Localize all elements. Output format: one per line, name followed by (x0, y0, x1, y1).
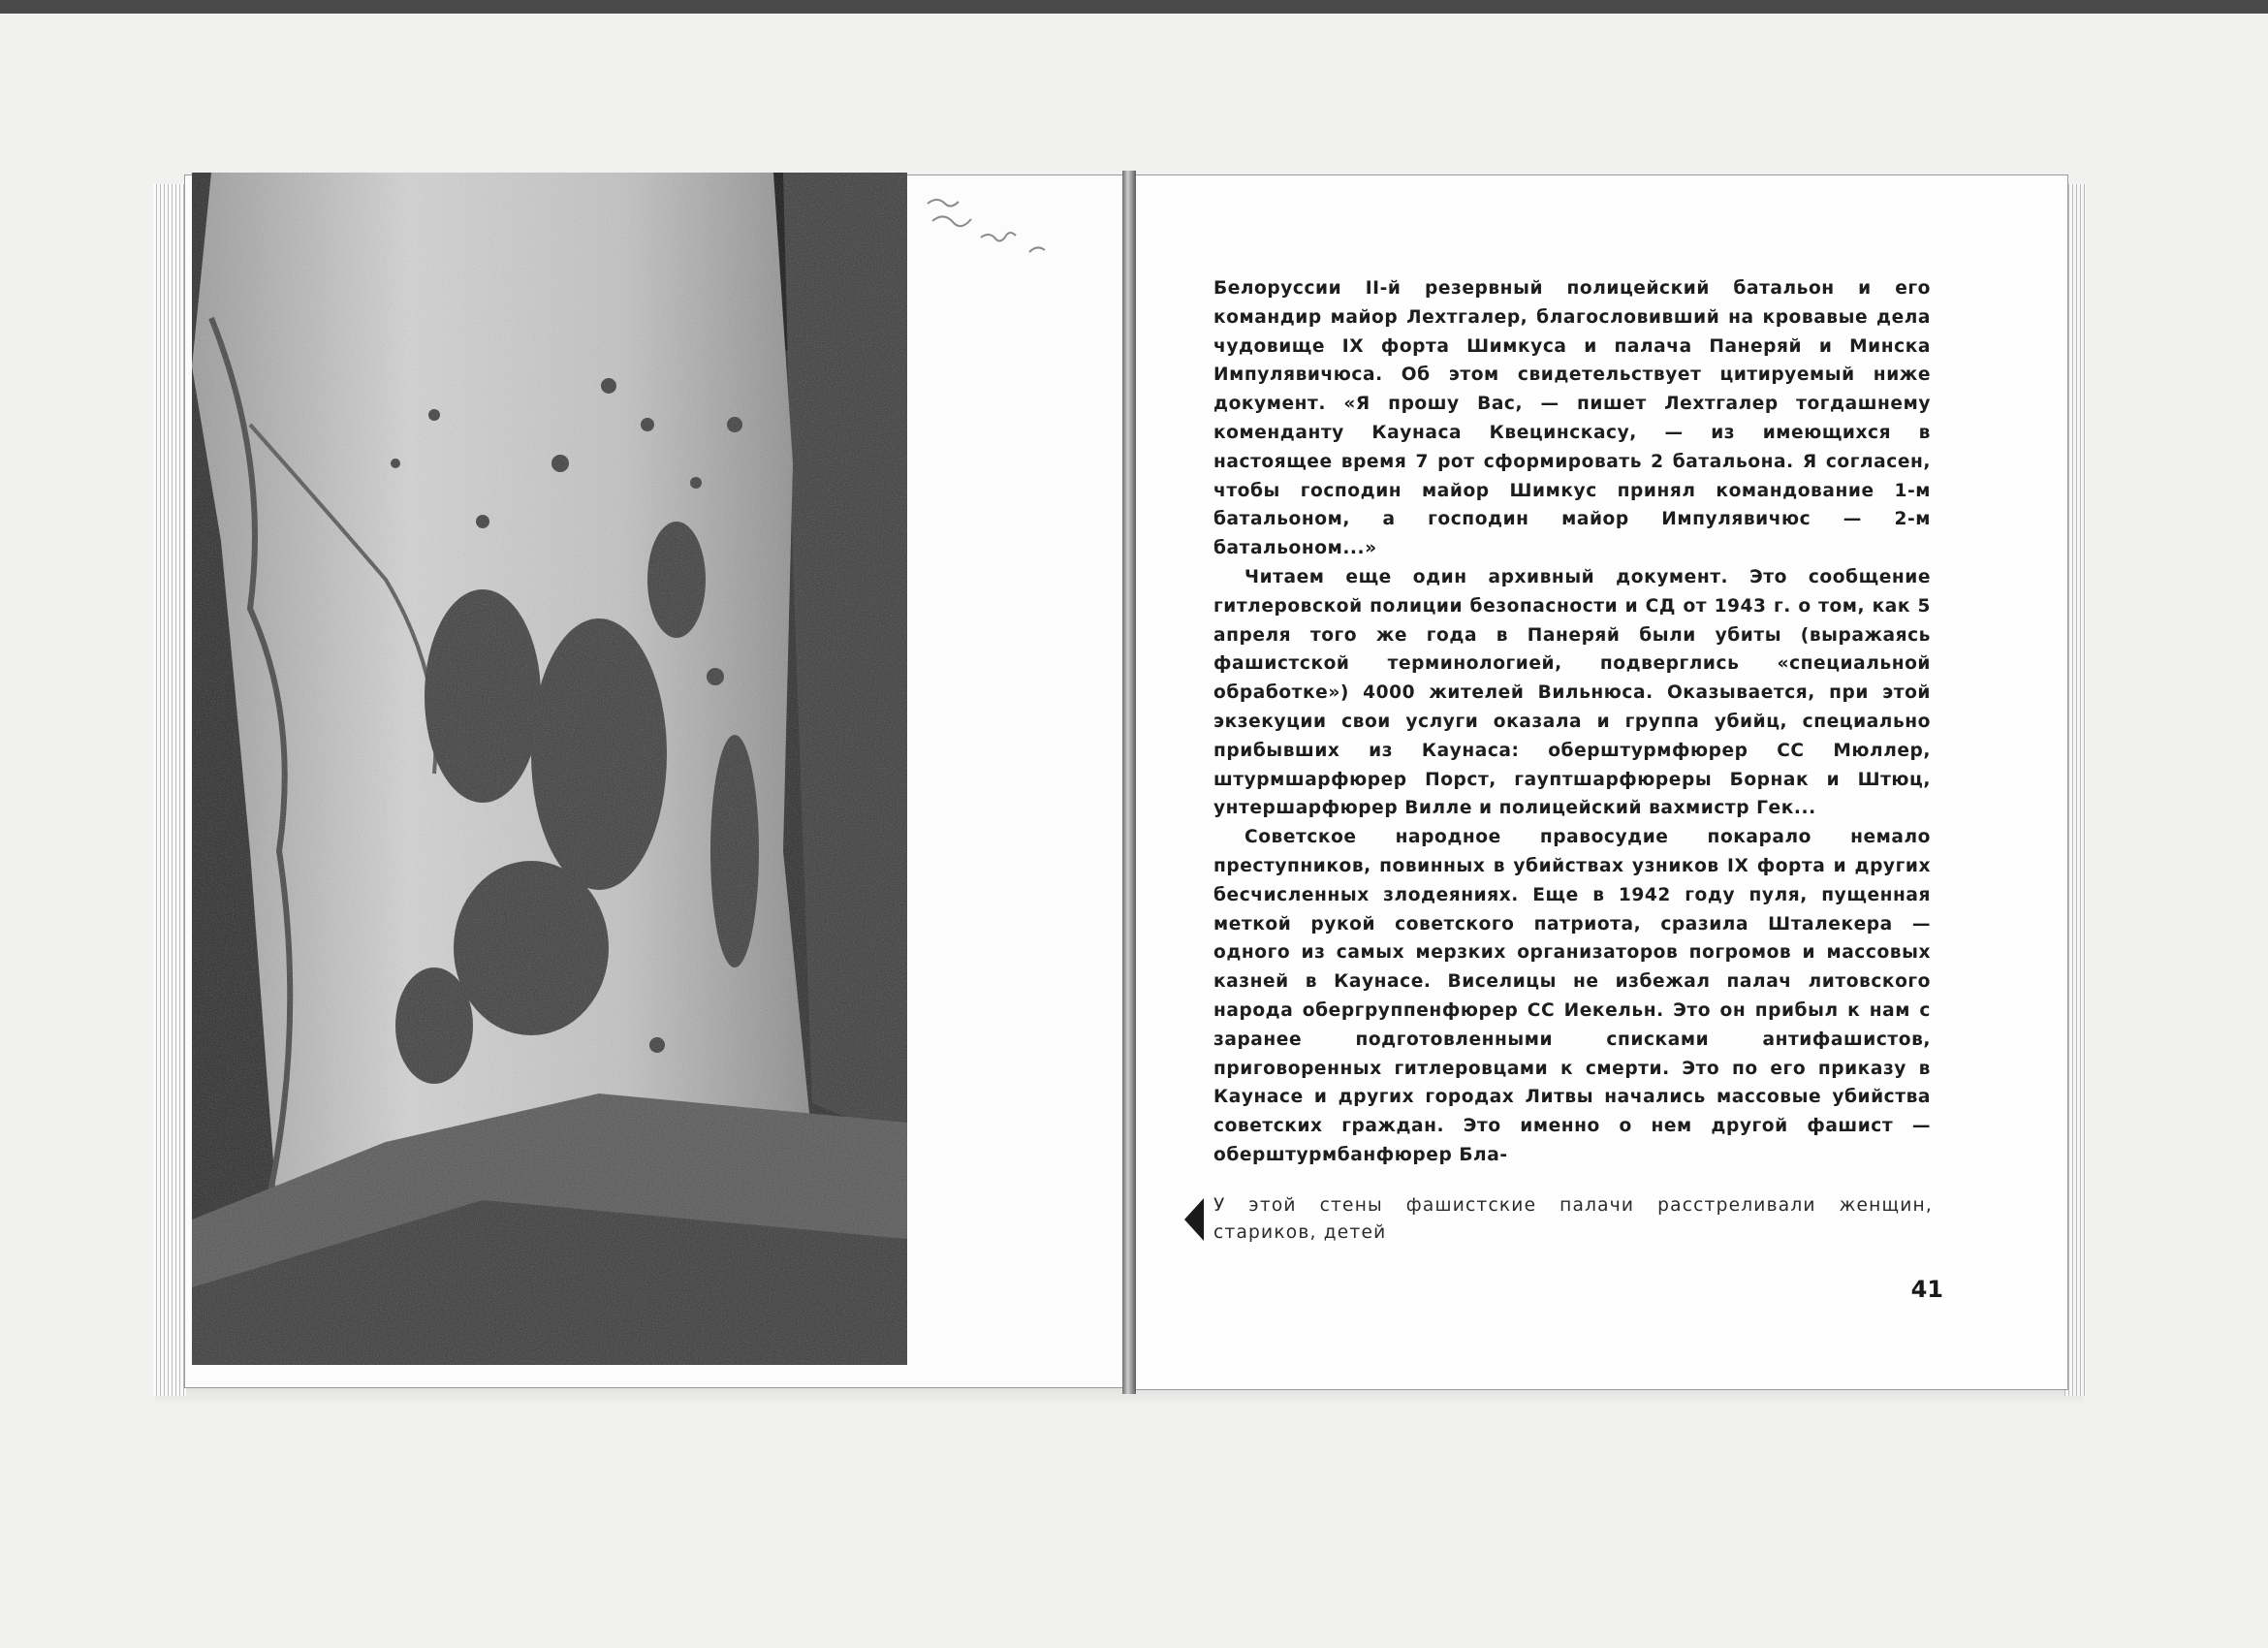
scanner-edge (0, 0, 2268, 14)
photo-caption: У этой стены фашистские палачи расстреливали женщин, стариков, детей (1213, 1195, 1933, 1243)
paragraph-1: Белоруссии II-й резервный полицейский батальон и его командир майор Лехтгалер, благословивший на кровавые дела чудовище IX форта Шимкуса и палача Панеряй и Минска Импулявичюса. Об этом свидетельствует цитируемый ниже документ. «Я прошу Вас, — пишет Лехтгалер тогдашнему коменданту Каунаса Квецинскасу, — из имеющихся в настоящее время 7 рот сформировать 2 батальона. Я согласен, чтобы господин майор Шимкус принял командование 1-м батальоном, а господин майор Импулявичюс — 2-м батальоном...» (1213, 278, 1931, 559)
page-number: 41 (1910, 1276, 1943, 1303)
pencil-handwritten-note-icon (923, 184, 1068, 271)
paragraph-3: Советское народное правосудие покарало немало преступников, повинных в убийствах узников IX форта и других бесчисленных злодеяниях. Еще в 1942 году пуля, пущенная меткой рукой советского патриота, сразила Шталекера — одного из самых мерзких организаторов погромов и массовых казней в Каунасе. Виселицы не избежал палач литовского народа обергруппенфюрер СС Иекельн. Это он прибыл к нам с заранее подготовленными списками антифашистов, приговоренных гитлеровцами к смерти. Это по его приказу в Каунасе и других городах Литвы начались массовые убийства советских граждан. Это именно о нем другой фашист — оберштурмбанфюрер Бла- (1213, 827, 1931, 1165)
caption-arrow-icon (1184, 1198, 1204, 1241)
wall-photo (192, 173, 907, 1365)
book-spine (1122, 171, 1136, 1394)
paragraph-2: Читаем еще один архивный документ. Это сообщение гитлеровской полиции безопасности и СД от 1943 г. о том, как 5 апреля того же года в Панеряй были убиты (выражаясь фашистской терминологией, подверглись «специальной обработке») 4000 жителей Вильнюса. Оказывается, при этой экзекуции свои услуги оказала и группа убийц, специально прибывших из Каунаса: оберштурмфюрер СС Мюллер, штурмшарфюрер Порст, гауптшарфюреры Борнак и Штюц, унтершарфюрер Вилле и полицейский вахмистр Гек... (1213, 566, 1931, 819)
page-edges-left (153, 184, 186, 1396)
main-text (1213, 274, 1931, 1170)
